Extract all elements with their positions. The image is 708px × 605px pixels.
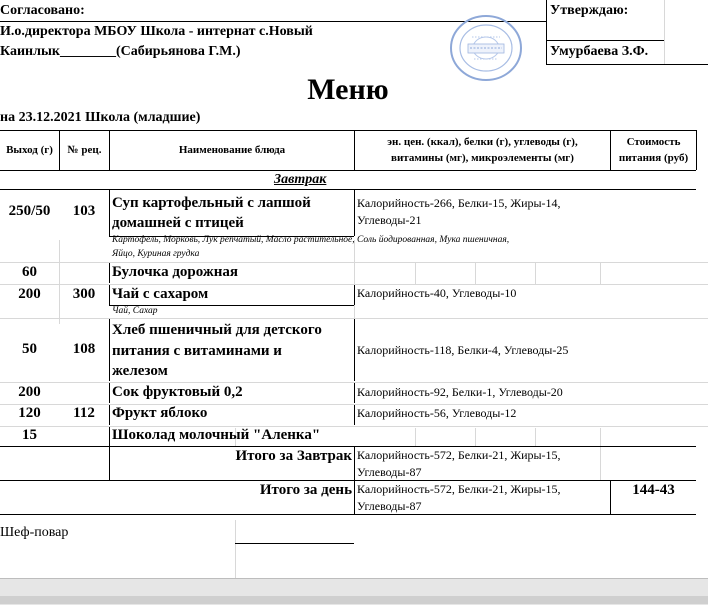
item-3-ingredients: Чай, Сахар (112, 306, 158, 316)
col-header-yield: Выход (г) (6, 144, 53, 156)
chef-label: Шеф-повар (0, 525, 69, 540)
status-bar (0, 596, 708, 604)
item-3-recipe: 300 (72, 286, 96, 302)
col-header-recipe: № рец. (67, 144, 102, 156)
total-meal-nutrition-line-2: Углеводы-87 (357, 465, 422, 479)
approve-label: Утверждаю: (550, 3, 629, 18)
item-1-ingredients-line-1: Картофель, Морковь, Лук репчатый, Масло растительное, Соль йодированная, Мука пшеничная, (112, 235, 510, 245)
item-1-ingredients (112, 233, 509, 261)
item-6-nutrition: Калорийность-56, Углеводы-12 (357, 406, 517, 420)
item-4-dish (112, 320, 322, 382)
item-1-yield: 250/50 (8, 203, 51, 219)
col-header-nutrition-line-1: эн. цен. (ккал), белки (г), углеводы (г), (387, 136, 578, 148)
approver-name: Умурбаева З.Ф. (550, 44, 649, 59)
col-header-dish: Наименование блюда (178, 144, 286, 156)
total-meal-nutrition (357, 447, 561, 481)
col-header-cost (611, 131, 696, 169)
item-3-nutrition: Калорийность-40, Углеводы-10 (357, 286, 517, 300)
item-1-recipe: 103 (72, 203, 96, 219)
item-4-dish-line-1: Хлеб пшеничный для детского (112, 322, 322, 338)
item-4-recipe: 108 (72, 341, 96, 357)
item-3-dish: Чай с сахаром (112, 286, 209, 302)
item-1-dish-line-2: домашней с птицей (112, 215, 244, 231)
page-title: Меню (307, 73, 389, 106)
agreed-line-2: Каинлык________(Сабирьянова Г.М.) (0, 44, 241, 59)
item-4-dish-line-3: железом (112, 363, 168, 379)
total-meal-nutrition-line-1: Калорийность-572, Белки-21, Жиры-15, (357, 448, 561, 462)
item-1-nutrition (357, 195, 561, 229)
item-4-nutrition: Калорийность-118, Белки-4, Углеводы-25 (357, 343, 569, 357)
item-6-yield: 120 (18, 405, 41, 421)
item-5-yield: 200 (18, 384, 41, 400)
agreed-label: Согласовано: (0, 3, 85, 18)
item-1-ingredients-line-2: Яйцо, Куриная грудка (112, 249, 200, 259)
item-1-nutrition-line-1: Калорийность-266, Белки-15, Жиры-14, (357, 196, 561, 210)
total-meal-label: Итого за Завтрак (235, 448, 352, 464)
item-5-dish: Сок фруктовый 0,2 (112, 384, 243, 400)
col-header-cost-line-1: Стоимость (626, 136, 681, 148)
total-day-label: Итого за день (259, 482, 352, 498)
item-3-yield: 200 (18, 286, 41, 302)
total-day-cost: 144-43 (632, 482, 675, 498)
item-1-nutrition-line-2: Углеводы-21 (357, 213, 422, 227)
item-2-dish: Булочка дорожная (112, 264, 239, 280)
item-7-dish: Шоколад молочный "Аленка" (112, 427, 321, 443)
item-6-dish: Фрукт яблоко (112, 405, 208, 421)
item-2-yield: 60 (22, 264, 37, 280)
menu-subtitle: на 23.12.2021 Школа (младшие) (0, 110, 201, 125)
agreed-line-1: И.о.директора МБОУ Школа - интернат с.Новый (0, 24, 313, 39)
total-day-nutrition (357, 481, 561, 515)
total-day-nutrition-line-1: Калорийность-572, Белки-21, Жиры-15, (357, 482, 561, 496)
item-1-dish-line-1: Суп картофельный с лапшой (112, 195, 311, 211)
col-header-cost-line-2: питания (руб) (618, 152, 689, 164)
total-day-nutrition-line-2: Углеводы-87 (357, 499, 422, 513)
item-6-recipe: 112 (73, 405, 95, 421)
col-header-nutrition (355, 131, 610, 169)
item-5-nutrition: Калорийность-92, Белки-1, Углеводы-20 (357, 385, 563, 399)
item-4-yield: 50 (22, 341, 37, 357)
item-1-dish (112, 193, 311, 233)
meal-section-title: Завтрак (274, 172, 327, 187)
item-4-dish-line-2: питания с витаминами и (112, 342, 282, 359)
col-header-nutrition-line-2: витамины (мг), микроэлементы (мг) (391, 152, 574, 164)
item-7-yield: 15 (22, 427, 37, 443)
